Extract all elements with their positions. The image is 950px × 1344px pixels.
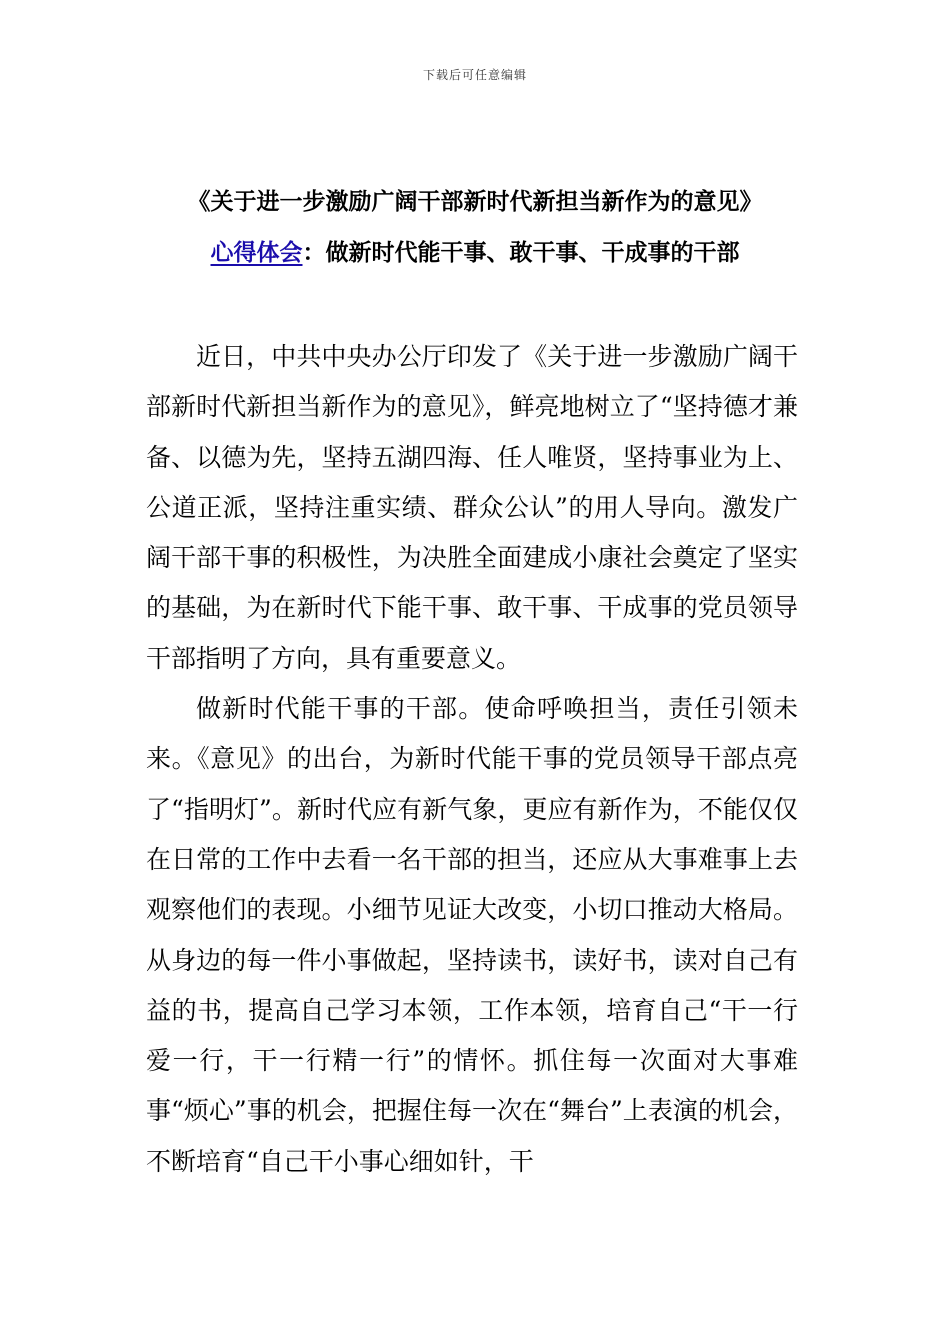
document-title-line-1: 《关于进一步激励广阔干部新时代新担当新作为的意见》 <box>187 189 763 215</box>
paragraph-2: 做新时代能干事的干部。使命呼唤担当，责任引领未来。《意见》的出台，为新时代能干事的党员领导干部点亮了“指明灯”。新时代应有新气象，更应有新作为，不能仅仅在日常的工作中去看一名干部的担当，还应从大事难事上去观察他们的表现。小细节见证大改变，小切口推动大格局。从身边的每一件小事做起，坚持读书，读好书，读对自己有益的书，提高自己学习本领，工作本领，培育自己“干一行爱一行，干一行精一行”的情怀。抓住每一次面对大事难事“烦心”事的机会，把握住每一次在“舞台”上表演的机会，不断培育“自己干小事心细如针，干 <box>146 694 798 1176</box>
header-note: 下载后可任意编辑 <box>422 68 527 82</box>
document-title-line-2 <box>0 234 950 267</box>
title-link[interactable]: 心得体会 <box>210 240 303 266</box>
body-text <box>146 332 798 1187</box>
title-line-2-text: ：做新时代能干事、敢干事、干成事的干部 <box>302 240 740 266</box>
paragraph-1: 近日，中共中央办公厅印发了《关于进一步激励广阔干部新时代新担当新作为的意见》，鲜亮地树立了“坚持德才兼备、以德为先，坚持五湖四海、任人唯贤，坚持事业为上、公道正派，坚持注重实绩、群众公认”的用人导向。激发广阔干部干事的积极性，为决胜全面建成小康社会奠定了坚实的基础，为在新时代下能干事、敢干事、干成事的党员领导干部指明了方向，具有重要意义。 <box>146 342 798 673</box>
